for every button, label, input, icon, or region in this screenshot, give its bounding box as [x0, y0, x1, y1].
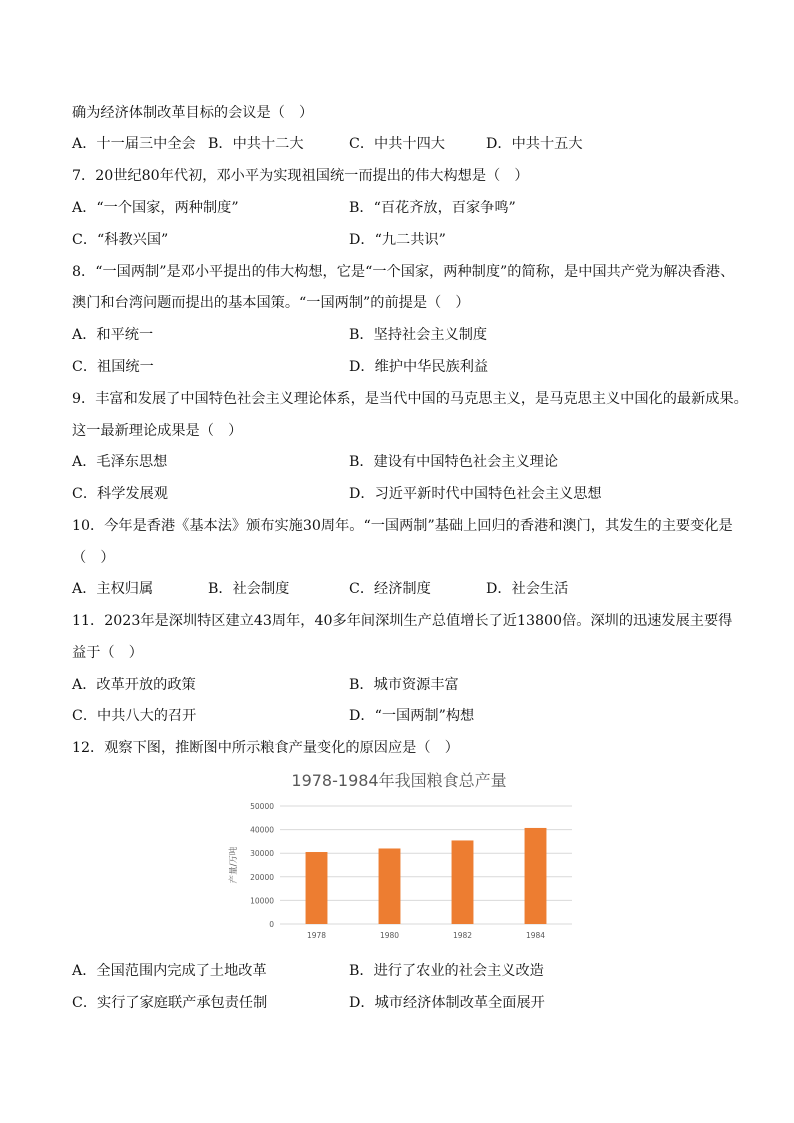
q7-stem: 7．20世纪80年代初，邓小平为实现祖国统一而提出的伟大构想是（ ）	[72, 168, 529, 184]
q11-option-b[interactable]: B．城市资源丰富	[349, 677, 459, 693]
q7-option-a[interactable]: A．“一个国家，两种制度”	[72, 200, 239, 216]
q7-option-d[interactable]: D．“九二共识”	[349, 232, 446, 248]
q9-stem-cont: 这一最新理论成果是（ ）	[72, 423, 243, 439]
y-axis-label: 产量/万吨	[229, 846, 239, 884]
q8-option-a[interactable]: A．和平统一	[72, 327, 154, 343]
q12-option-c[interactable]: C．实行了家庭联产承包责任制	[72, 995, 268, 1011]
q9-stem: 9．丰富和发展了中国特色社会主义理论体系，是当代中国的马克思主义，是马克思主义中国化的最新成果。	[72, 391, 748, 407]
bar-1982	[452, 840, 474, 924]
q10-option-c[interactable]: C．经济制度	[349, 581, 431, 597]
q12-option-a[interactable]: A．全国范围内完成了土地改革	[72, 963, 267, 979]
y-tick-label: 50000	[250, 802, 274, 811]
q11-option-d[interactable]: D．“一国两制”构想	[349, 708, 475, 724]
bar-1980	[379, 848, 401, 924]
q8-option-c[interactable]: C．祖国统一	[72, 359, 154, 375]
q9-option-d[interactable]: D．习近平新时代中国特色社会主义思想	[349, 486, 602, 502]
q11-stem-cont: 益于（ ）	[72, 645, 143, 661]
q8-option-b[interactable]: B．坚持社会主义制度	[349, 327, 488, 343]
q10-option-d[interactable]: D．社会生活	[486, 581, 569, 597]
chart-title: 1978-1984年我国粮食总产量	[291, 771, 507, 790]
chart-canvas	[222, 764, 576, 950]
q10-option-a[interactable]: A．主权归属	[72, 581, 154, 597]
y-tick-label: 10000	[250, 896, 274, 906]
q9-option-b[interactable]: B．建设有中国特色社会主义理论	[349, 454, 559, 470]
bar-1984	[525, 828, 547, 924]
q10-stem: 10．今年是香港《基本法》颁布实施30周年。“一国两制”基础上回归的香港和澳门，其发生的主要变化是	[72, 518, 733, 534]
bar-1978	[306, 852, 328, 924]
y-tick-label: 40000	[250, 825, 274, 835]
q6-option-c[interactable]: C．中共十四大	[349, 136, 445, 152]
q7-option-c[interactable]: C．“科教兴国”	[72, 232, 169, 248]
q6-option-a[interactable]: A．十一届三中全会	[72, 136, 196, 152]
q8-option-d[interactable]: D．维护中华民族利益	[349, 359, 489, 375]
q6-option-d[interactable]: D．中共十五大	[486, 136, 583, 152]
q9-option-c[interactable]: C．科学发展观	[72, 486, 168, 502]
grain-output-chart	[222, 764, 576, 950]
y-tick-label: 0	[269, 920, 274, 929]
q11-stem: 11．2023年是深圳特区建立43周年，40多年间深圳生产总值增长了近13800倍。深圳的迅速发展主要得	[72, 613, 733, 629]
q7-option-b[interactable]: B．“百花齐放，百家争鸣”	[349, 200, 516, 216]
q10-option-b[interactable]: B．社会制度	[208, 581, 290, 597]
x-tick-label: 1982	[452, 931, 473, 940]
q12-option-d[interactable]: D．城市经济体制改革全面展开	[349, 995, 545, 1011]
x-tick-label: 1984	[525, 931, 546, 940]
q6-stem-cont: 确为经济体制改革目标的会议是（ ）	[72, 105, 314, 121]
q11-option-a[interactable]: A．改革开放的政策	[72, 677, 196, 693]
y-tick-label: 20000	[250, 872, 274, 882]
q12-stem: 12．观察下图，推断图中所示粮食产量变化的原因应是（ ）	[72, 740, 459, 756]
q11-option-c[interactable]: C．中共八大的召开	[72, 708, 197, 724]
q10-stem-cont: （ ）	[72, 550, 115, 566]
q8-stem: 8．“一国两制”是邓小平提出的伟大构想，它是“一个国家，两种制度”的简称，是中国共产党为解决香港、	[72, 264, 735, 280]
x-tick-label: 1980	[379, 931, 400, 940]
q9-option-a[interactable]: A．毛泽东思想	[72, 454, 168, 470]
q12-option-b[interactable]: B．进行了农业的社会主义改造	[349, 963, 544, 979]
q8-stem-cont: 澳门和台湾问题而提出的基本国策。“一国两制”的前提是（ ）	[72, 295, 470, 311]
y-tick-label: 30000	[250, 849, 274, 859]
x-tick-label: 1978	[306, 931, 327, 940]
q6-option-b[interactable]: B．中共十二大	[208, 136, 304, 152]
